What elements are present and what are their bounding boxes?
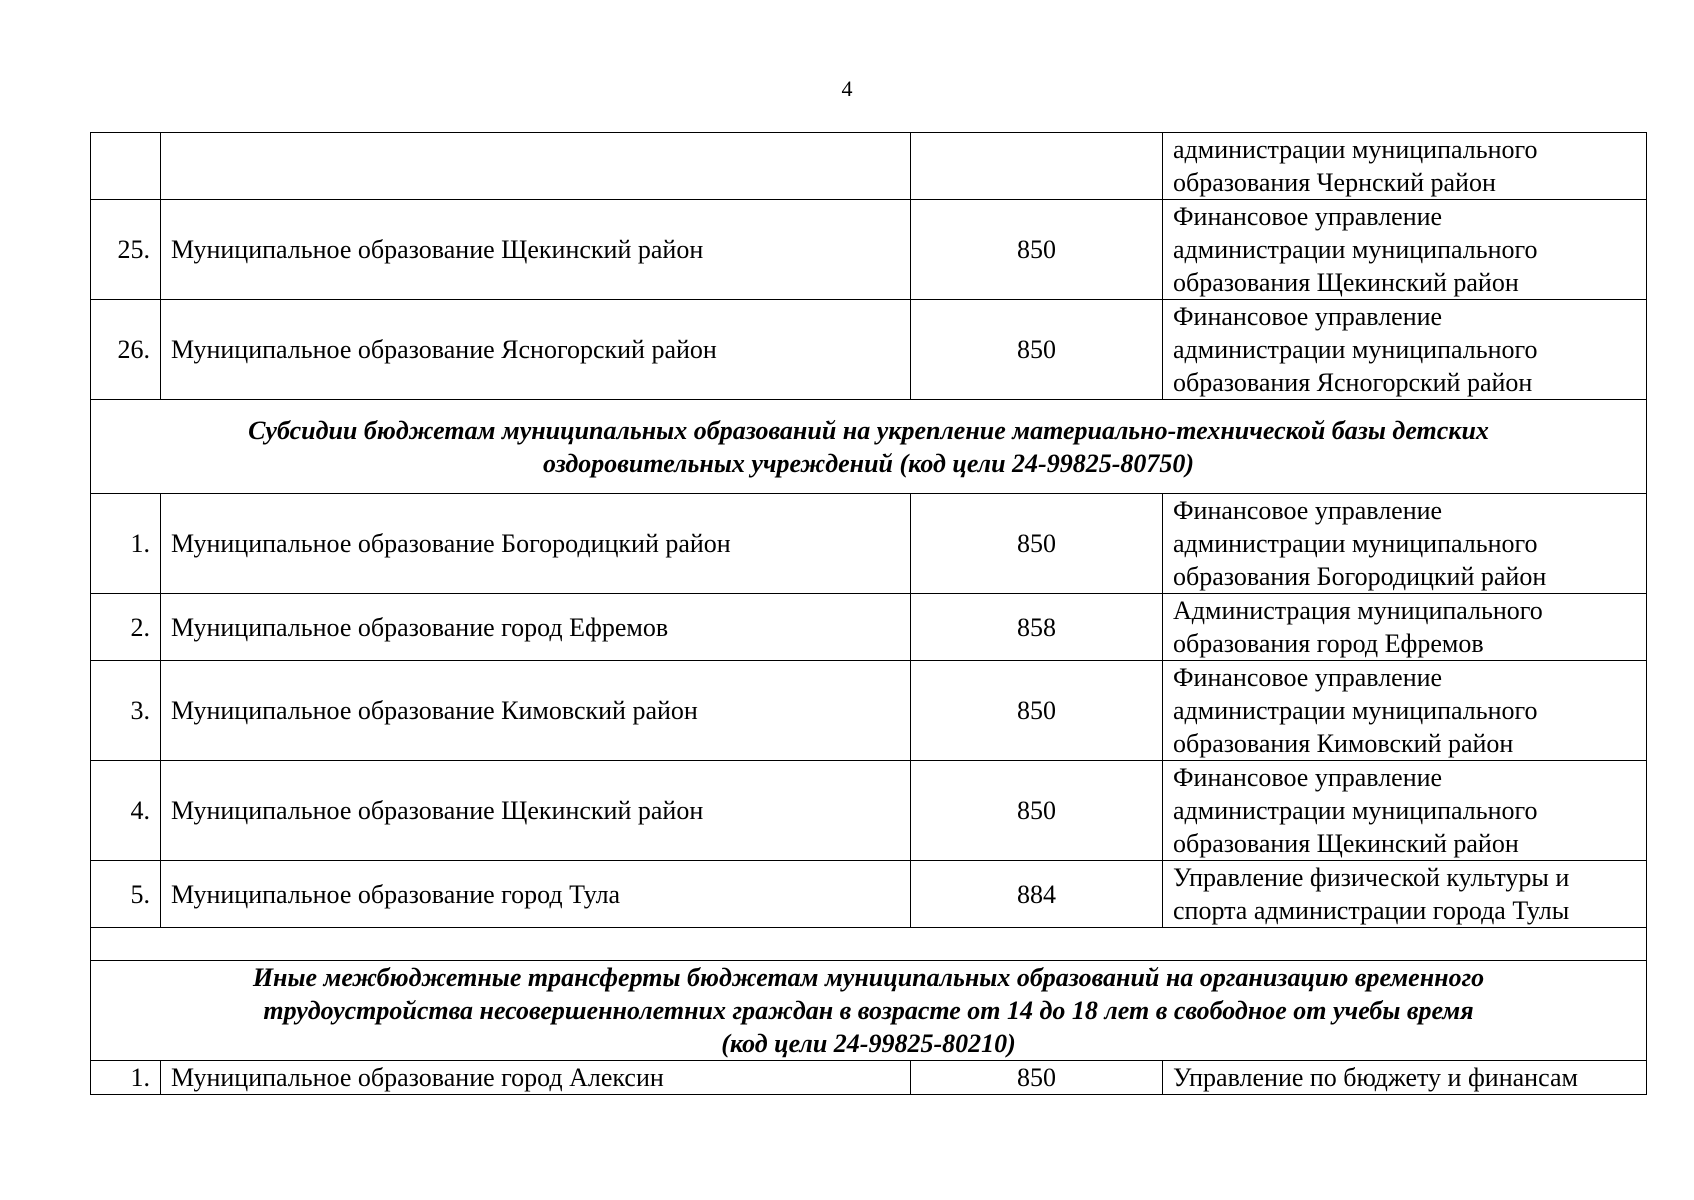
municipality-name: Муниципальное образование Щекинский район bbox=[161, 200, 911, 300]
row-number bbox=[91, 133, 161, 200]
budget-code: 850 bbox=[911, 300, 1163, 400]
administrator: Финансовое управление администрации муниципального образования Ясногорский район bbox=[1163, 300, 1647, 400]
page-number: 4 bbox=[841, 76, 853, 101]
row-number: 5. bbox=[91, 861, 161, 928]
budget-code: 884 bbox=[911, 861, 1163, 928]
administrator: Управление по бюджету и финансам bbox=[1163, 1061, 1647, 1095]
section-header bbox=[91, 400, 1647, 494]
empty-row bbox=[91, 928, 1647, 961]
section-title: Субсидии бюджетам муниципальных образований на укрепление материально-технической базы детских оздоровительных учреждений (код цели 24-99825-80750) bbox=[91, 400, 1647, 494]
administrator: Финансовое управление администрации муниципального образования Богородицкий район bbox=[1163, 494, 1647, 594]
municipality-name: Муниципальное образование Богородицкий район bbox=[161, 494, 911, 594]
budget-code: 858 bbox=[911, 594, 1163, 661]
budget-code: 850 bbox=[911, 1061, 1163, 1095]
municipality-name bbox=[161, 133, 911, 200]
municipality-name: Муниципальное образование Щекинский район bbox=[161, 761, 911, 861]
row-number: 26. bbox=[91, 300, 161, 400]
table-row bbox=[91, 300, 1647, 400]
row-number: 3. bbox=[91, 661, 161, 761]
budget-code: 850 bbox=[911, 761, 1163, 861]
municipality-name: Муниципальное образование Ясногорский район bbox=[161, 300, 911, 400]
section-title: Иные межбюджетные трансферты бюджетам муниципальных образований на организацию временного трудоустройства несовершеннолетних граждан в возрасте от 14 до 18 лет в свободное от учебы время (код цели 24-99825-80210) bbox=[91, 961, 1647, 1061]
municipality-name: Муниципальное образование город Ефремов bbox=[161, 594, 911, 661]
allocation-table bbox=[90, 132, 1647, 1095]
row-number: 25. bbox=[91, 200, 161, 300]
row-number: 2. bbox=[91, 594, 161, 661]
administrator: Финансовое управление администрации муниципального образования Щекинский район bbox=[1163, 200, 1647, 300]
budget-code: 850 bbox=[911, 494, 1163, 594]
municipality-name: Муниципальное образование город Алексин bbox=[161, 1061, 911, 1095]
section-header bbox=[91, 961, 1647, 1061]
table-row bbox=[91, 1061, 1647, 1095]
administrator: Финансовое управление администрации муниципального образования Кимовский район bbox=[1163, 661, 1647, 761]
budget-code bbox=[911, 133, 1163, 200]
row-number: 4. bbox=[91, 761, 161, 861]
row-number: 1. bbox=[91, 1061, 161, 1095]
administrator: Управление физической культуры и спорта администрации города Тулы bbox=[1163, 861, 1647, 928]
budget-code: 850 bbox=[911, 200, 1163, 300]
administrator: Финансовое управление администрации муниципального образования Щекинский район bbox=[1163, 761, 1647, 861]
municipality-name: Муниципальное образование город Тула bbox=[161, 861, 911, 928]
administrator: администрации муниципального образования Чернский район bbox=[1163, 133, 1647, 200]
table-row bbox=[91, 761, 1647, 861]
row-number: 1. bbox=[91, 494, 161, 594]
budget-code: 850 bbox=[911, 661, 1163, 761]
table-row bbox=[91, 861, 1647, 928]
table-row bbox=[91, 661, 1647, 761]
municipality-name: Муниципальное образование Кимовский район bbox=[161, 661, 911, 761]
table-row bbox=[91, 133, 1647, 200]
table-row bbox=[91, 594, 1647, 661]
empty-cell bbox=[91, 928, 1647, 961]
table-row bbox=[91, 200, 1647, 300]
table-row bbox=[91, 494, 1647, 594]
administrator: Администрация муниципального образования город Ефремов bbox=[1163, 594, 1647, 661]
